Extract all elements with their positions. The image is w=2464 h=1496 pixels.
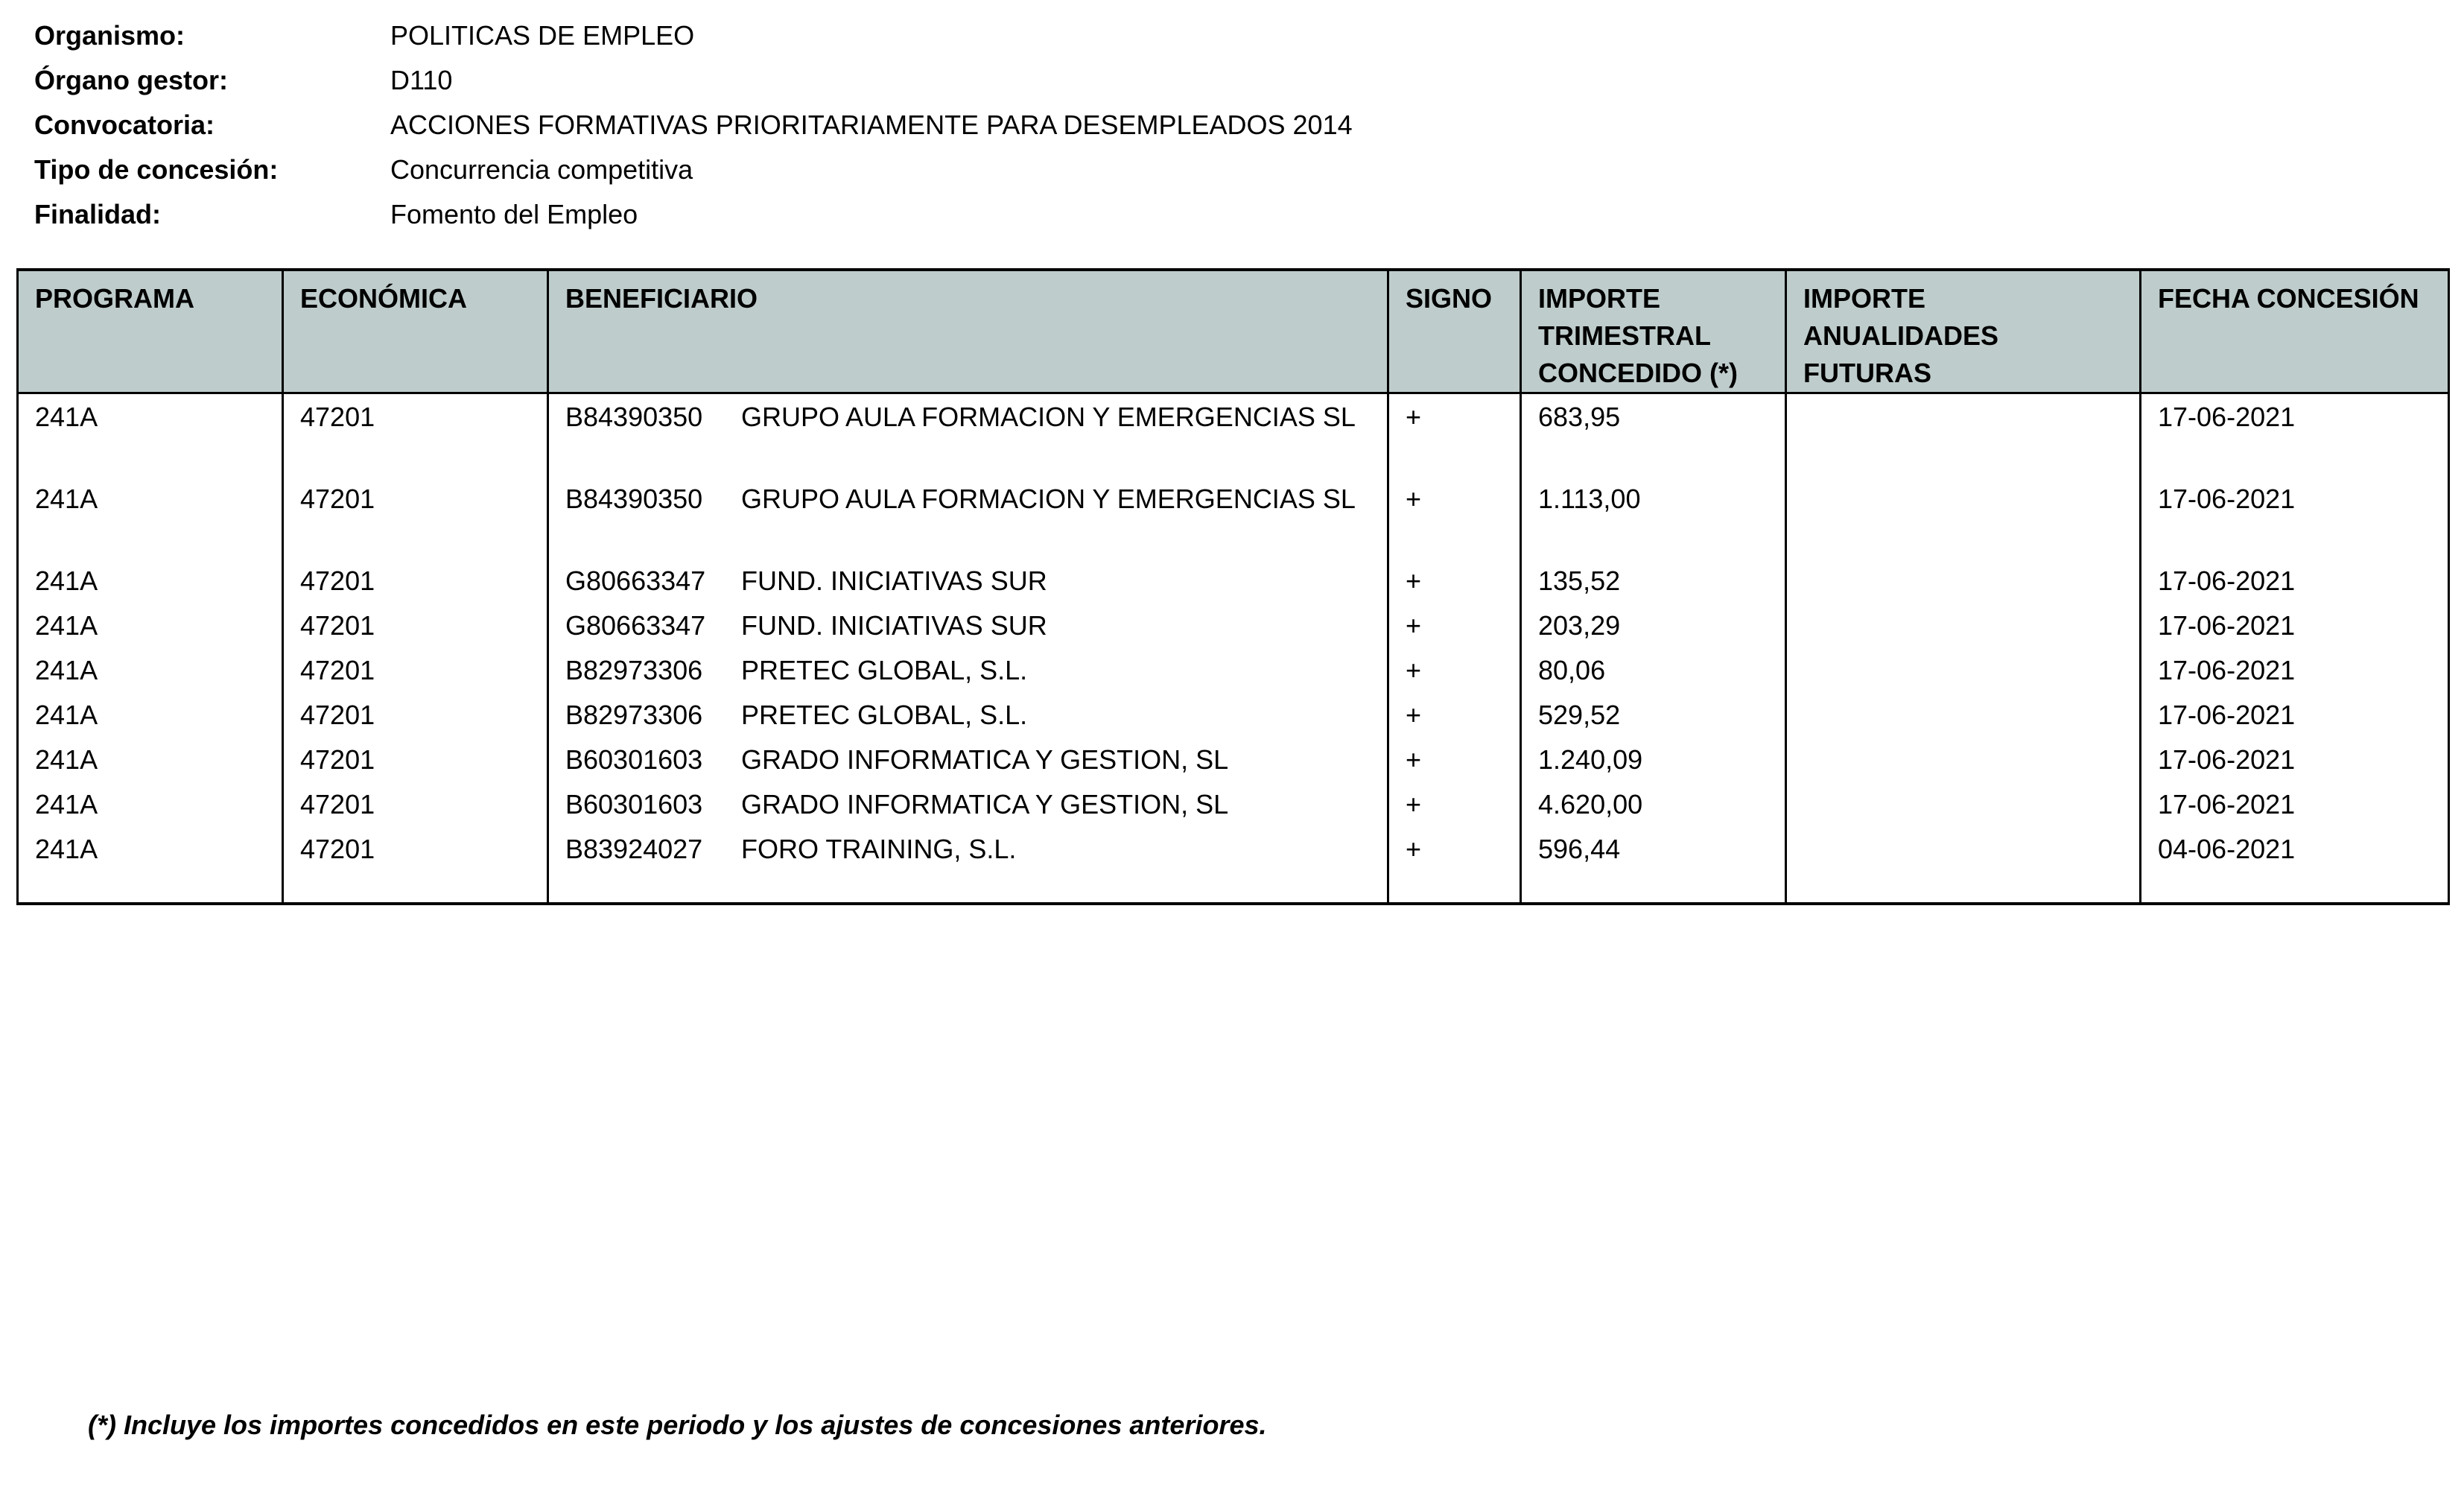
cell-importe-anualidades	[1786, 393, 2141, 477]
cell-importe-trimestral: 203,29	[1521, 603, 1786, 647]
grants-table	[16, 268, 2450, 905]
table-row	[18, 558, 2449, 603]
beneficiario-nombre: FUND. INICIATIVAS SUR	[741, 610, 1047, 641]
column-header-economica: ECONÓMICA	[283, 270, 548, 393]
cell-importe-anualidades	[1786, 737, 2141, 782]
tipo-concesion-label: Tipo de concesión:	[34, 154, 279, 185]
tipo-concesion-value: Concurrencia competitiva	[390, 154, 693, 185]
beneficiario-nombre: PRETEC GLOBAL, S.L.	[741, 655, 1028, 685]
table-row	[18, 476, 2449, 558]
cell-importe-trimestral: 135,52	[1521, 558, 1786, 603]
cell-importe-anualidades	[1786, 603, 2141, 647]
cell-fecha-concesion: 17-06-2021	[2141, 692, 2449, 737]
beneficiario-nif: B60301603	[565, 789, 703, 820]
cell-economica: 47201	[283, 558, 548, 603]
cell-programa: 241A	[18, 558, 283, 603]
cell-signo: +	[1388, 826, 1521, 871]
tipo-concesion-row	[34, 148, 1822, 192]
cell-programa: 241A	[18, 782, 283, 826]
organo-gestor-row	[34, 58, 1822, 103]
cell-beneficiario	[548, 826, 1388, 871]
cell-importe-trimestral: 1.240,09	[1521, 737, 1786, 782]
cell-importe-anualidades	[1786, 782, 2141, 826]
cell-importe-anualidades	[1786, 558, 2141, 603]
cell-importe-anualidades	[1786, 826, 2141, 871]
cell-beneficiario	[548, 782, 1388, 826]
column-header-fecha-concesion: FECHA CONCESIÓN	[2141, 270, 2449, 393]
spacer-cell	[1388, 871, 1521, 904]
cell-economica: 47201	[283, 476, 548, 558]
table-row	[18, 647, 2449, 692]
cell-programa: 241A	[18, 476, 283, 558]
cell-programa: 241A	[18, 393, 283, 477]
beneficiario-nombre: FORO TRAINING, S.L.	[741, 834, 1017, 864]
cell-fecha-concesion: 17-06-2021	[2141, 476, 2449, 558]
beneficiario-nombre: GRUPO AULA FORMACION Y EMERGENCIAS SL	[741, 484, 1356, 514]
cell-fecha-concesion: 17-06-2021	[2141, 782, 2449, 826]
cell-programa: 241A	[18, 737, 283, 782]
organo-gestor-label: Órgano gestor:	[34, 65, 229, 95]
cell-signo: +	[1388, 692, 1521, 737]
cell-beneficiario	[548, 737, 1388, 782]
cell-economica: 47201	[283, 647, 548, 692]
cell-economica: 47201	[283, 692, 548, 737]
cell-signo: +	[1388, 647, 1521, 692]
column-header-importe-anualidades: IMPORTE ANUALIDADES FUTURAS	[1786, 270, 2141, 393]
spacer-cell	[1786, 871, 2141, 904]
beneficiario-nif: B83924027	[565, 834, 703, 864]
table-row	[18, 603, 2449, 647]
cell-beneficiario	[548, 393, 1388, 477]
spacer-cell	[2141, 871, 2449, 904]
header-metadata	[34, 13, 1822, 237]
spacer-cell	[548, 871, 1388, 904]
convocatoria-row	[34, 103, 1822, 148]
footnote: (*) Incluye los importes concedidos en este periodo y los ajustes de concesiones anteriores.	[88, 1410, 1267, 1440]
cell-signo: +	[1388, 476, 1521, 558]
cell-beneficiario	[548, 603, 1388, 647]
cell-economica: 47201	[283, 737, 548, 782]
finalidad-row	[34, 192, 1822, 237]
organo-gestor-value: D110	[390, 65, 453, 95]
beneficiario-nombre: GRADO INFORMATICA Y GESTION, SL	[741, 744, 1229, 775]
cell-importe-anualidades	[1786, 692, 2141, 737]
spacer-cell	[283, 871, 548, 904]
beneficiario-nif: B84390350	[565, 402, 703, 432]
cell-importe-trimestral: 683,95	[1521, 393, 1786, 477]
cell-signo: +	[1388, 393, 1521, 477]
cell-signo: +	[1388, 603, 1521, 647]
beneficiario-nif: G80663347	[565, 610, 706, 641]
cell-importe-trimestral: 1.113,00	[1521, 476, 1786, 558]
column-header-signo: SIGNO	[1388, 270, 1521, 393]
cell-economica: 47201	[283, 393, 548, 477]
organismo-label: Organismo:	[34, 20, 185, 51]
table-row	[18, 737, 2449, 782]
spacer-cell	[18, 871, 283, 904]
cell-economica: 47201	[283, 826, 548, 871]
beneficiario-nombre: FUND. INICIATIVAS SUR	[741, 565, 1047, 596]
table-row	[18, 393, 2449, 477]
cell-importe-anualidades	[1786, 476, 2141, 558]
column-header-importe-trimestral: IMPORTE TRIMESTRAL CONCEDIDO (*)	[1521, 270, 1786, 393]
cell-fecha-concesion: 17-06-2021	[2141, 603, 2449, 647]
table-row	[18, 692, 2449, 737]
cell-programa: 241A	[18, 826, 283, 871]
spacer-cell	[1521, 871, 1786, 904]
cell-importe-trimestral: 529,52	[1521, 692, 1786, 737]
cell-fecha-concesion: 17-06-2021	[2141, 737, 2449, 782]
cell-programa: 241A	[18, 603, 283, 647]
cell-fecha-concesion: 17-06-2021	[2141, 393, 2449, 477]
column-header-beneficiario: BENEFICIARIO	[548, 270, 1388, 393]
beneficiario-nombre: PRETEC GLOBAL, S.L.	[741, 700, 1028, 730]
beneficiario-nombre: GRADO INFORMATICA Y GESTION, SL	[741, 789, 1229, 820]
cell-beneficiario	[548, 692, 1388, 737]
convocatoria-value: ACCIONES FORMATIVAS PRIORITARIAMENTE PARA DESEMPLEADOS 2014	[390, 110, 1353, 140]
cell-economica: 47201	[283, 603, 548, 647]
beneficiario-nif: B82973306	[565, 655, 703, 685]
beneficiario-nif: B60301603	[565, 744, 703, 775]
beneficiario-nif: G80663347	[565, 565, 706, 596]
cell-signo: +	[1388, 782, 1521, 826]
cell-fecha-concesion: 17-06-2021	[2141, 647, 2449, 692]
beneficiario-nif: B82973306	[565, 700, 703, 730]
table-row	[18, 782, 2449, 826]
cell-beneficiario	[548, 476, 1388, 558]
cell-programa: 241A	[18, 647, 283, 692]
cell-importe-trimestral: 596,44	[1521, 826, 1786, 871]
cell-importe-trimestral: 4.620,00	[1521, 782, 1786, 826]
finalidad-label: Finalidad:	[34, 199, 161, 229]
column-header-programa: PROGRAMA	[18, 270, 283, 393]
cell-beneficiario	[548, 558, 1388, 603]
cell-fecha-concesion: 04-06-2021	[2141, 826, 2449, 871]
beneficiario-nif: B84390350	[565, 484, 703, 514]
cell-economica: 47201	[283, 782, 548, 826]
cell-programa: 241A	[18, 692, 283, 737]
cell-fecha-concesion: 17-06-2021	[2141, 558, 2449, 603]
cell-signo: +	[1388, 737, 1521, 782]
cell-signo: +	[1388, 558, 1521, 603]
convocatoria-label: Convocatoria:	[34, 110, 215, 140]
table-header-row	[18, 270, 2449, 393]
cell-importe-trimestral: 80,06	[1521, 647, 1786, 692]
cell-beneficiario	[548, 647, 1388, 692]
organismo-value: POLITICAS DE EMPLEO	[390, 20, 695, 51]
beneficiario-nombre: GRUPO AULA FORMACION Y EMERGENCIAS SL	[741, 402, 1356, 432]
table-spacer-row	[18, 871, 2449, 904]
cell-importe-anualidades	[1786, 647, 2141, 692]
finalidad-value: Fomento del Empleo	[390, 199, 638, 229]
organismo-row	[34, 13, 1822, 58]
table-row	[18, 826, 2449, 871]
